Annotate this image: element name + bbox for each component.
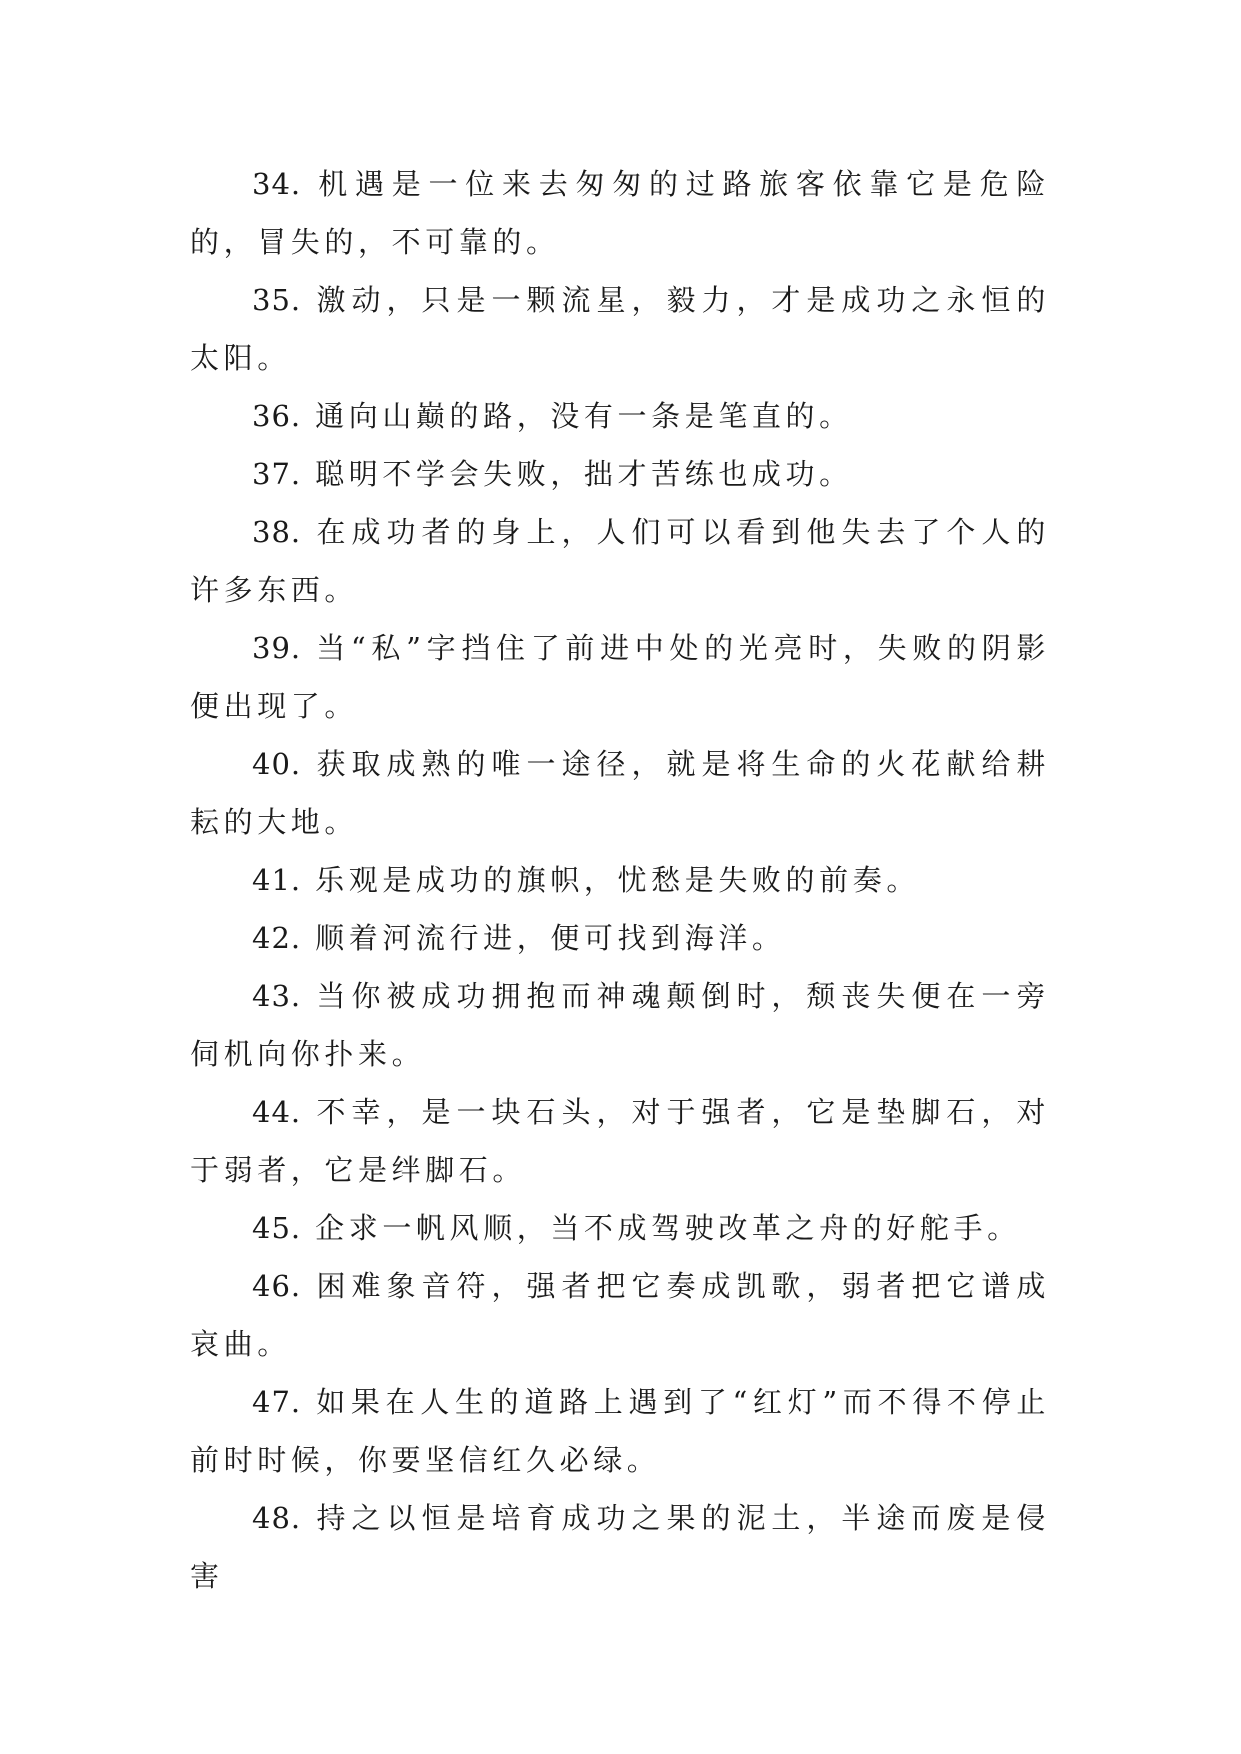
entry-text: 机遇是一位来去匆匆的过路旅客依靠它是危险的，冒失的，不可靠的。 <box>190 167 1050 259</box>
quote-entry <box>190 503 1050 619</box>
quote-entry <box>190 387 1050 445</box>
entry-text: 通向山巅的路，没有一条是笔直的。 <box>315 399 853 433</box>
entry-number: 46. <box>252 1269 302 1303</box>
quote-entry <box>190 967 1050 1083</box>
quote-entry <box>190 909 1050 967</box>
quote-entry <box>190 1083 1050 1199</box>
entry-number: 34. <box>252 167 302 201</box>
quote-entry <box>190 155 1050 271</box>
entry-text: 聪明不学会失败，拙才苦练也成功。 <box>315 457 853 491</box>
quote-entry <box>190 445 1050 503</box>
entry-text: 在成功者的身上，人们可以看到他失去了个人的许多东西。 <box>190 515 1050 607</box>
quote-entry <box>190 1257 1050 1373</box>
entry-number: 45. <box>252 1211 302 1245</box>
entry-text: 乐观是成功的旗帜，忧愁是失败的前奏。 <box>315 863 920 897</box>
entry-text: 激动，只是一颗流星，毅力，才是成功之永恒的太阳。 <box>190 283 1050 375</box>
entry-text: 当你被成功拥抱而神魂颠倒时，颓丧失便在一旁伺机向你扑来。 <box>190 979 1050 1071</box>
entry-number: 39. <box>252 631 302 665</box>
entry-number: 43. <box>252 979 302 1013</box>
entry-number: 44. <box>252 1095 302 1129</box>
quote-entry <box>190 271 1050 387</box>
entry-text: 当“私”字挡住了前进中处的光亮时，失败的阴影便出现了。 <box>190 631 1050 723</box>
entry-number: 36. <box>252 399 302 433</box>
entry-number: 47. <box>252 1385 302 1419</box>
quote-entry <box>190 619 1050 735</box>
entry-number: 37. <box>252 457 302 491</box>
entry-text: 持之以恒是培育成功之果的泥土，半途而废是侵害 <box>190 1501 1050 1593</box>
entry-number: 48. <box>252 1501 302 1535</box>
entry-number: 40. <box>252 747 302 781</box>
quote-entry <box>190 1373 1050 1489</box>
entry-text: 困难象音符，强者把它奏成凯歌，弱者把它谱成哀曲。 <box>190 1269 1050 1361</box>
entry-text: 顺着河流行进，便可找到海洋。 <box>315 921 786 955</box>
entry-text: 企求一帆风顺，当不成驾驶改革之舟的好舵手。 <box>315 1211 1021 1245</box>
entry-number: 42. <box>252 921 302 955</box>
quote-entry <box>190 851 1050 909</box>
quote-list <box>190 155 1050 1605</box>
entry-text: 获取成熟的唯一途径，就是将生命的火花献给耕耘的大地。 <box>190 747 1050 839</box>
entry-text: 如果在人生的道路上遇到了“红灯”而不得不停止前时时候，你要坚信红久必绿。 <box>190 1385 1050 1477</box>
entry-number: 35. <box>252 283 302 317</box>
entry-text: 不幸，是一块石头，对于强者，它是垫脚石，对于弱者，它是绊脚石。 <box>190 1095 1050 1187</box>
entry-number: 38. <box>252 515 302 549</box>
entry-number: 41. <box>252 863 302 897</box>
quote-entry <box>190 1489 1050 1605</box>
quote-entry <box>190 735 1050 851</box>
quote-entry <box>190 1199 1050 1257</box>
